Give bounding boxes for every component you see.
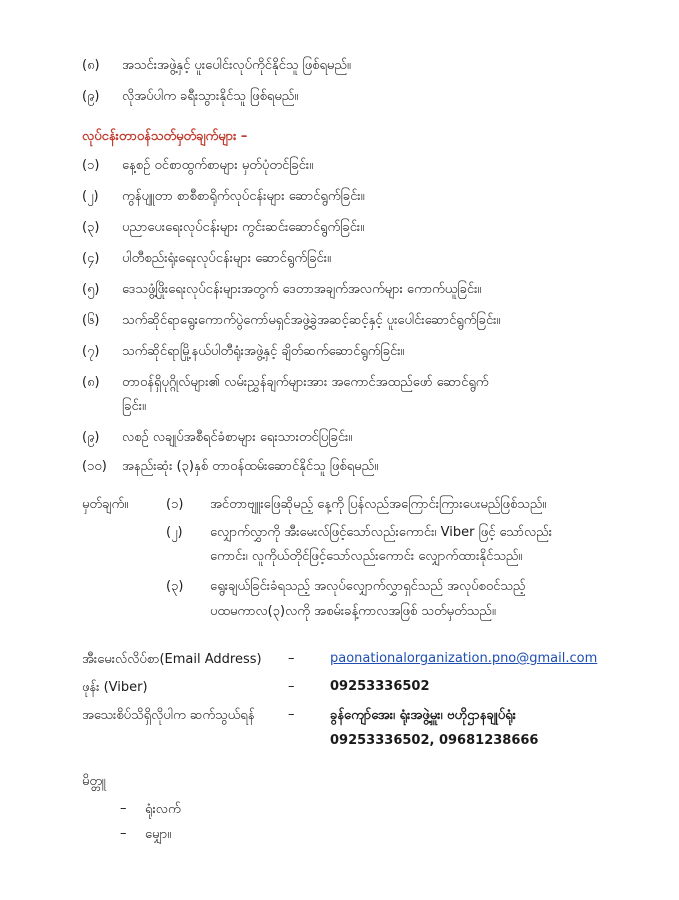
contact-person-value: ခွန်ကျော်အေး၊ ရုံးအဖွဲ့မှူး၊ ဗဟိုဌာနချုပ်ရုံး — [330, 708, 516, 723]
item-number: (၃) — [82, 220, 100, 235]
item-number: (၈) — [82, 375, 100, 390]
item-number: (၄) — [82, 251, 100, 266]
notes-label: မှတ်ချက်။ — [82, 497, 129, 512]
cc-item: ရုံးလက် — [145, 802, 181, 817]
item-text: လစဉ် လချုပ်အစီရင်ခံစာများ ရေးသားတင်ပြခြင်း။ — [122, 430, 353, 445]
item-text: လိုအပ်ပါက ခရီးသွားနိုင်သူ ဖြစ်ရမည်။ — [122, 89, 299, 104]
item-text-continued: ခြင်း။ — [122, 399, 146, 414]
item-number: (၉) — [82, 430, 100, 445]
email-label: အီးမေးလ်လိပ်စာ(Email Address) — [82, 652, 262, 667]
dash: – — [288, 679, 295, 694]
item-text: ပါတီစည်းရုံးရေးလုပ်ငန်းများ ဆောင်ရွက်ခြင်း။ — [122, 251, 331, 266]
item-text: သက်ဆိုင်ရာရွေးကောက်ပွဲကော်မရှင်အဖွဲ့ခွဲအဆင့်ဆင့်နှင့် ပူးပေါင်းဆောင်ရွက်ခြင်း။ — [122, 313, 501, 328]
note-number: (၂) — [166, 525, 183, 540]
note-text: လျှောက်လွှာကို အီးမေးလ်ဖြင့်သော်လည်းကောင်း၊ Viber ဖြင့် သော်လည်း — [210, 525, 553, 540]
email-link[interactable]: paonationalorganization.pno@gmail.com — [330, 651, 598, 666]
item-number: (၁) — [82, 158, 100, 173]
item-text: တာဝန်ရှိပုဂ္ဂိုလ်များ၏ လမ်းညွှန်ချက်များအား အကောင်အထည်ဖော် ဆောင်ရွက် — [122, 375, 489, 390]
item-text: အနည်းဆုံး (၃)နှစ် တာဝန်ထမ်းဆောင်နိုင်သူ ဖြစ်ရမည်။ — [122, 459, 379, 474]
dash: – — [120, 826, 127, 841]
phone-label: ဖုန်း (Viber) — [82, 680, 148, 695]
item-number: (၆) — [82, 313, 100, 328]
note-text: ရွေးချယ်ခြင်းခံရသည့် အလုပ်လျှောက်လွှာရှင်သည် အလုပ်စဝင်သည့် — [210, 579, 526, 594]
duties-heading: လုပ်ငန်းတာဝန်သတ်မှတ်ချက်များ – — [82, 129, 248, 144]
item-number: (၁၀) — [82, 459, 107, 474]
note-text-continued: ပထမကာလ(၃)လကို အစမ်းခန့်ကာလအဖြစ် သတ်မှတ်သည်။ — [210, 604, 496, 619]
contact-person-label: အသေးစိပ်သိရှိလိုပါက ဆက်သွယ်ရန် — [82, 708, 255, 723]
item-text: နေ့စဉ် ဝင်စာထွက်စာများ မှတ်ပုံတင်ခြင်း။ — [122, 158, 314, 173]
item-number: (၅) — [82, 282, 100, 297]
note-text: အင်တာဗျူးဖြေဆိုမည့် နေ့ကို ပြန်လည်အကြောင်းကြားပေးမည်ဖြစ်သည်။ — [210, 497, 547, 512]
note-text-continued: ကောင်း၊ လူကိုယ်တိုင်ဖြင့်သော်လည်းကောင်း လျှောက်ထားနိုင်သည်။ — [210, 549, 523, 564]
item-number: (၇) — [82, 344, 100, 359]
dash: – — [288, 651, 295, 666]
dash: – — [120, 801, 127, 816]
cc-label: မိတ္တူ — [82, 774, 106, 789]
cc-item: မျှော။ — [145, 827, 172, 842]
item-number: (၉) — [82, 89, 100, 104]
item-text: ပညာပေးရေးလုပ်ငန်းများ ကွင်းဆင်းဆောင်ရွက်ခြင်း။ — [122, 220, 365, 235]
item-text: သက်ဆိုင်ရာမြို့နယ်ပါတီရုံးအဖွဲ့နှင့် ချိတ်ဆက်ဆောင်ရွက်ခြင်း။ — [122, 344, 405, 359]
item-text: ကွန်ပျူတာ စာစီစာရိုက်လုပ်ငန်းများ ဆောင်ရွက်ခြင်း။ — [122, 189, 365, 204]
phone-value: 09253336502 — [330, 679, 430, 694]
item-text: ဒေသဖွံ့ဖြိုးရေးလုပ်ငန်းများအတွက် ဒေတာအချက်အလက်များ ကောက်ယူခြင်း။ — [122, 282, 482, 297]
contact-person-phones: 09253336502, 09681238666 — [330, 733, 539, 748]
item-number: (၈) — [82, 58, 100, 73]
note-number: (၁) — [166, 497, 184, 512]
note-number: (၃) — [166, 579, 184, 594]
item-text: အသင်းအဖွဲ့နှင့် ပူးပေါင်းလုပ်ကိုင်နိုင်သူ ဖြစ်ရမည်။ — [122, 58, 351, 73]
item-number: (၂) — [82, 189, 99, 204]
dash: – — [288, 707, 295, 722]
